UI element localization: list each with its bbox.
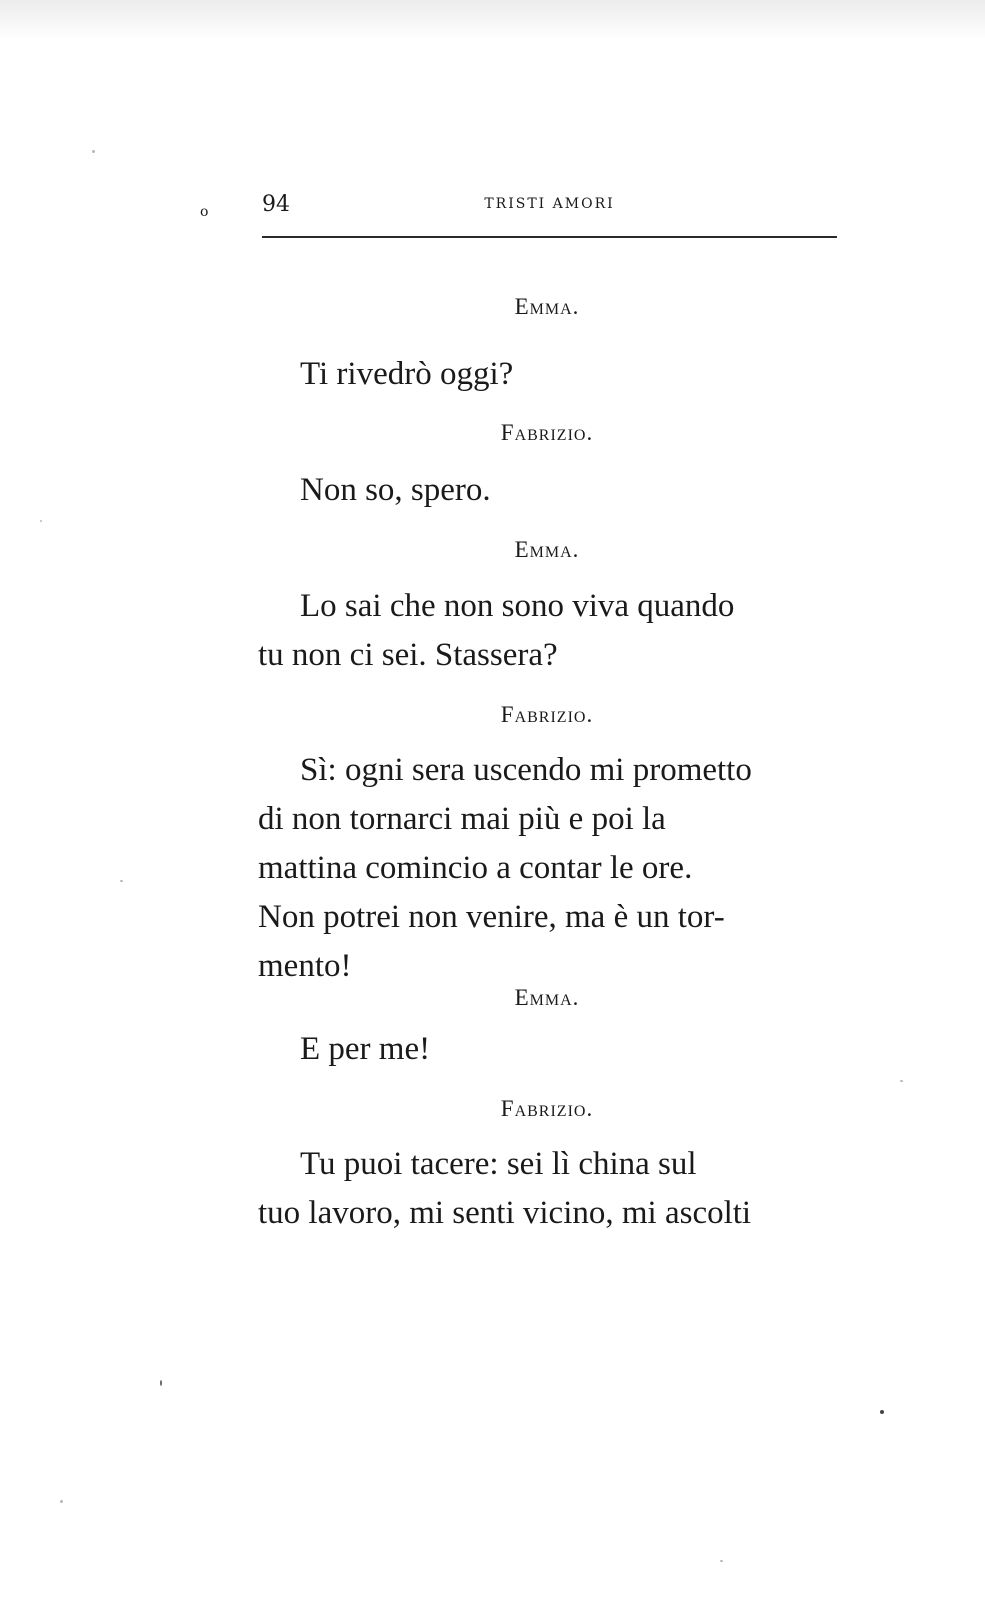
text-line: mento! — [258, 948, 352, 984]
scan-speck — [900, 1080, 903, 1082]
dialogue-text — [258, 582, 836, 680]
text-line: mattina comincio a contar le ore. — [258, 850, 693, 886]
scan-speck — [160, 1380, 162, 1386]
scan-speck — [60, 1500, 63, 1503]
dialogue-text — [258, 1025, 836, 1074]
scan-speck — [880, 1410, 884, 1414]
text-line: Non potrei non venire, ma è un tor- — [258, 899, 725, 935]
scan-speck — [120, 880, 123, 882]
text-line: Lo sai che non sono viva quando — [300, 588, 735, 624]
text-line: Sì: ogni sera uscendo mi prometto — [300, 752, 752, 788]
text-line: tu non ci sei. Stassera? — [258, 637, 558, 673]
page-header — [262, 190, 837, 238]
scan-speck — [720, 1560, 723, 1562]
running-title: TRISTI AMORI — [484, 196, 615, 212]
speaker-name: Emma. — [514, 985, 580, 1010]
scan-speck — [92, 150, 95, 153]
scan-speck — [40, 520, 42, 522]
text-line: Non so, spero. — [300, 472, 491, 508]
dialogue-text — [258, 350, 836, 399]
speaker-name: Fabrizio. — [500, 1096, 594, 1121]
dialogue-text — [258, 1140, 836, 1238]
header-rule — [262, 236, 837, 238]
scan-edge-noise — [0, 0, 985, 40]
text-line: Tu puoi tacere: sei lì china sul — [300, 1146, 697, 1182]
text-line: E per me! — [300, 1031, 431, 1067]
text-line: tuo lavoro, mi senti vicino, mi ascolti — [258, 1195, 752, 1231]
dialogue-text — [258, 466, 836, 515]
speaker-name: Fabrizio. — [500, 420, 594, 445]
speaker-name: Emma. — [514, 537, 580, 562]
text-line: Ti rivedrò oggi? — [300, 356, 514, 392]
text-line: di non tornarci mai più e poi la — [258, 801, 666, 837]
page-number: 94 — [262, 192, 290, 217]
speaker-name: Emma. — [514, 294, 580, 319]
margin-mark: o — [200, 204, 209, 220]
speaker-name: Fabrizio. — [500, 702, 594, 727]
dialogue-text — [258, 746, 836, 991]
